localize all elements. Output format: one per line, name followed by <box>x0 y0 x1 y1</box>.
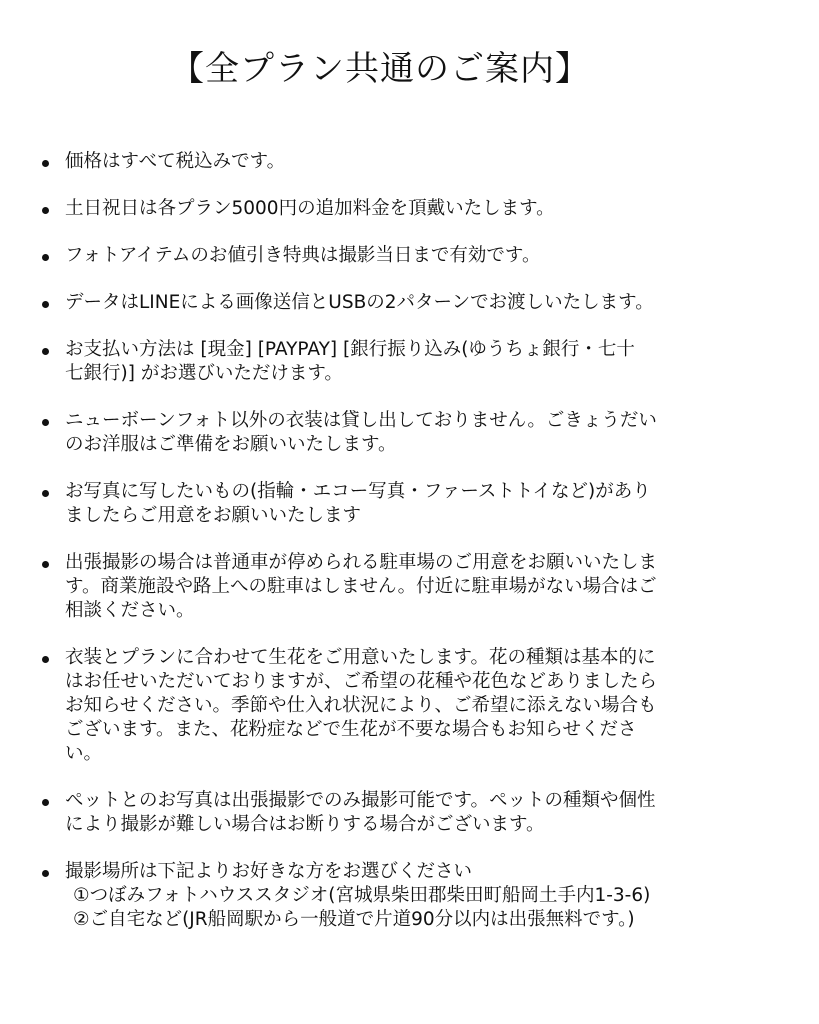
page-title: 【全プラン共通のご案内】 <box>170 49 590 89</box>
notice-text-line: 価格はすべて税込みです。 <box>65 151 286 172</box>
notice-list <box>40 150 785 955</box>
notice-item <box>40 409 785 457</box>
notice-text-line: ペットとのお写真は出張撮影でのみ撮影可能です。ペットの種類や個性 <box>65 790 656 811</box>
notice-item <box>40 646 785 766</box>
notice-text-line: データはLINEによる画像送信とUSBの2パターンでお渡しいたします。 <box>65 292 654 313</box>
bullet-dot-icon <box>42 207 49 214</box>
notice-text-line: い。 <box>65 743 103 764</box>
notice-item <box>40 338 785 386</box>
bullet-dot-icon <box>42 656 49 663</box>
notice-text-line: 七銀行)] がお選びいただけます。 <box>65 363 343 384</box>
notice-item <box>40 551 785 623</box>
notice-text-line: お写真に写したいもの(指輪・エコー写真・ファーストトイなど)があり <box>65 481 651 502</box>
notice-text-line: ございます。また、花粉症などで生花が不要な場合もお知らせくださ <box>65 719 637 740</box>
bullet-dot-icon <box>42 301 49 308</box>
location-option: ①つぼみフォトハウススタジオ(宮城県柴田郡柴田町船岡土手内1-3-6) <box>73 885 651 906</box>
notice-item <box>40 480 785 528</box>
notice-text-line: お支払い方法は [現金] [PAYPAY] [銀行振り込み(ゆうちょ銀行・七十 <box>65 339 635 360</box>
bullet-dot-icon <box>42 490 49 497</box>
bullet-dot-icon <box>42 799 49 806</box>
notice-text-line: 相談ください。 <box>65 600 195 621</box>
bullet-dot-icon <box>42 561 49 568</box>
notice-text-line: お知らせください。季節や仕入れ状況により、ご希望に添えない場合も <box>65 695 657 716</box>
notice-item <box>40 150 785 174</box>
notice-text-line: により撮影が難しい場合はお断りする場合がございます。 <box>65 814 545 835</box>
notice-text-line: のお洋服はご準備をお願いいたします。 <box>65 434 397 455</box>
notice-text-line: 撮影場所は下記よりお好きな方をお選びください <box>65 861 473 882</box>
bullet-dot-icon <box>42 348 49 355</box>
notice-text-line: ニューボーンフォト以外の衣装は貸し出しておりません。ごきょうだい <box>65 410 657 431</box>
bullet-dot-icon <box>42 160 49 167</box>
notice-text-line: 衣装とプランに合わせて生花をご用意いたします。花の種類は基本的に <box>65 647 656 668</box>
notice-item <box>40 291 785 315</box>
notice-text-line: フォトアイテムのお値引き特典は撮影当日まで有効です。 <box>65 245 541 266</box>
notice-text-line: はお任せいただいておりますが、ご希望の花種や花色などありましたら <box>65 671 658 692</box>
notice-item <box>40 244 785 268</box>
bullet-dot-icon <box>42 870 49 877</box>
notice-item <box>40 860 785 932</box>
notice-item <box>40 789 785 837</box>
notice-text-line: ましたらご用意をお願いいたします <box>65 505 362 526</box>
notice-item <box>40 197 785 221</box>
bullet-dot-icon <box>42 254 49 261</box>
notice-text-line: 出張撮影の場合は普通車が停められる駐車場のご用意をお願いいたしま <box>65 552 658 573</box>
notice-text-line: 土日祝日は各プラン5000円の追加料金を頂戴いたします。 <box>65 198 555 219</box>
location-option: ②ご自宅など(JR船岡駅から一般道で片道90分以内は出張無料です。) <box>73 909 635 930</box>
notice-text-line: す。商業施設や路上への駐車はしません。付近に駐車場がない場合はご <box>65 576 657 597</box>
bullet-dot-icon <box>42 419 49 426</box>
